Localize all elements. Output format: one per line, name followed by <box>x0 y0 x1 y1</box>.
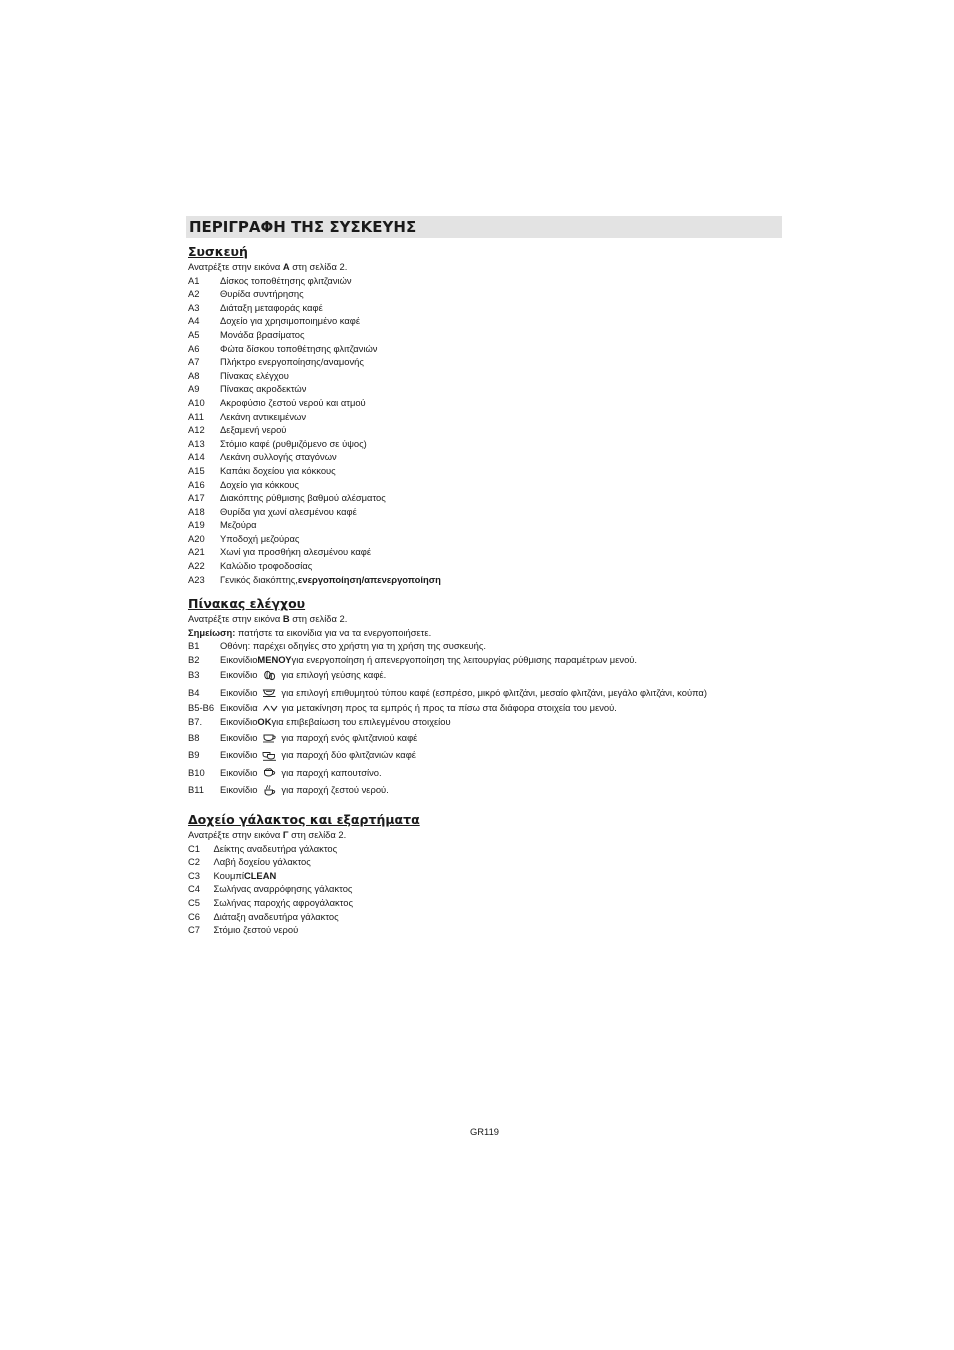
list-item: B4 Εικονίδιο για επιλογή επιθυμητού τύπου καφέ (εσπρέσο, μικρό φλιτζάνι, μεσαίο φλιτζάνι, μεγάλο φλιτζάνι, κούπα) <box>188 686 707 698</box>
coffee-beans-icon <box>262 670 277 681</box>
list-item: A13 Στόμιο καφέ (ρυθμιζόμενο σε ύψος) <box>188 437 367 449</box>
list-item: B9 Εικονίδιο για παροχή δύο φλιτζανιών καφέ <box>188 749 416 761</box>
figure-reference: Ανατρέξτε στην εικόνα A στη σελίδα 2. <box>188 261 348 272</box>
list-item: B2 Εικονίδιο ΜΕΝΟΥ για ενεργοποίηση ή απενεργοποίηση της λειτουργίας ρύθμισης παραμέτρων μενού. <box>188 653 638 665</box>
list-item: A23 Γενικός διακόπτης, ενεργοποίηση/απενεργοποίηση <box>188 573 441 585</box>
two-cups-icon <box>262 750 277 761</box>
title-bar <box>186 216 782 238</box>
list-item: A5 Μονάδα βρασίματος <box>188 328 305 340</box>
hot-water-icon <box>262 785 277 796</box>
page-number: GR119 <box>469 1126 499 1137</box>
section-heading-milk-container: Δοχείο γάλακτος και εξαρτήματα <box>188 812 420 827</box>
list-item: B5-B6 Εικονίδια για μετακίνηση προς τα εμπρός ή προς τα πίσω στα διάφορα στοιχεία του μενού. <box>188 702 617 714</box>
note: Σημείωση: πατήστε τα εικονίδια για να τα ενεργοποιήσετε. <box>188 626 432 638</box>
section-heading-appliance: Συσκευή <box>188 244 248 259</box>
list-item: B10 Εικονίδιο για παροχή καπουτσίνο. <box>188 766 382 778</box>
list-item: A9 Πίνακας ακροδεκτών <box>188 383 307 395</box>
list-item: A15 Καπάκι δοχείου για κόκκους <box>188 464 336 476</box>
list-item: B8 Εικονίδιο για παροχή ενός φλιτζανιού καφέ <box>188 731 418 743</box>
list-item: B7. Εικονίδιο OK για επιβεβαίωση του επιλεγμένου στοιχείου <box>188 716 451 728</box>
list-item: A8 Πίνακας ελέγχου <box>188 369 289 381</box>
list-item: A4 Δοχείο για χρησιμοποιημένο καφέ <box>188 315 361 327</box>
section-milk-container <box>188 811 782 937</box>
page-title: ΠΕΡΙΓΡΑΦΗ ΤΗΣ ΣΥΣΚΕΥΗΣ <box>189 218 417 236</box>
list-item: A6 Φώτα δίσκου τοποθέτησης φλιτζανιών <box>188 342 378 354</box>
list-item: B3 Εικονίδιο για επιλογή γεύσης καφέ. <box>188 669 387 681</box>
list-item: C3 Κουμπί CLEAN <box>188 869 277 881</box>
list-item: C5 Σωλήνας παροχής αφρογάλακτος <box>188 896 353 908</box>
section-control-panel <box>188 595 782 799</box>
list-item: C1 Δείκτης αναδευτήρα γάλακτος <box>188 842 338 854</box>
list-item: A19 Μεζούρα <box>188 519 257 531</box>
figure-reference: Ανατρέξτε στην εικόνα Γ στη σελίδα 2. <box>188 829 347 840</box>
list-item: C2 Λαβή δοχείου γάλακτος <box>188 856 311 868</box>
figure-reference: Ανατρέξτε στην εικόνα B στη σελίδα 2. <box>188 613 348 624</box>
one-cup-icon <box>262 732 277 743</box>
list-item: A3 Διάταξη μεταφοράς καφέ <box>188 301 323 313</box>
cappuccino-icon <box>262 767 277 778</box>
list-item: A10 Ακροφύσιο ζεστού νερού και ατμού <box>188 396 366 408</box>
list-item: A18 Θυρίδα για χωνί αλεσμένου καφέ <box>188 505 357 517</box>
list-item: A20 Υποδοχή μεζούρας <box>188 532 300 544</box>
list-item: A11 Λεκάνη αντικειμένων <box>188 410 307 422</box>
list-item: B1 Οθόνη: παρέχει οδηγίες στο χρήστη για τη χρήση της συσκευής. <box>188 640 487 652</box>
list-item: A2 Θυρίδα συντήρησης <box>188 288 304 300</box>
section-heading-control-panel: Πίνακας ελέγχου <box>188 596 306 611</box>
list-item: B11 Εικονίδιο για παροχή ζεστού νερού. <box>188 784 389 796</box>
appliance-parts-list <box>188 274 782 573</box>
list-item: C7 Στόμιο ζεστού νερού <box>188 924 299 936</box>
list-item: A16 Δοχείο για κόκκους <box>188 478 299 490</box>
list-item: A22 Καλώδιο τροφοδοσίας <box>188 560 313 572</box>
list-item: C4 Σωλήνας αναρρόφησης γάλακτος <box>188 883 353 895</box>
up-down-arrows-icon <box>263 703 278 714</box>
list-item: A14 Λεκάνη συλλογής σταγόνων <box>188 451 337 463</box>
section-appliance <box>188 243 782 586</box>
list-item: A17 Διακόπτης ρύθμισης βαθμού αλέσματος <box>188 492 386 504</box>
list-item: A1 Δίσκος τοποθέτησης φλιτζανιών <box>188 274 352 286</box>
list-item: A12 Δεξαμενή νερού <box>188 424 287 436</box>
list-item: A7 Πλήκτρο ενεργοποίησης/αναμονής <box>188 356 364 368</box>
list-item: C6 Διάταξη αναδευτήρα γάλακτος <box>188 910 339 922</box>
coffee-cup-size-icon <box>262 687 277 698</box>
list-item: A21 Χωνί για προσθήκη αλεσμένου καφέ <box>188 546 372 558</box>
